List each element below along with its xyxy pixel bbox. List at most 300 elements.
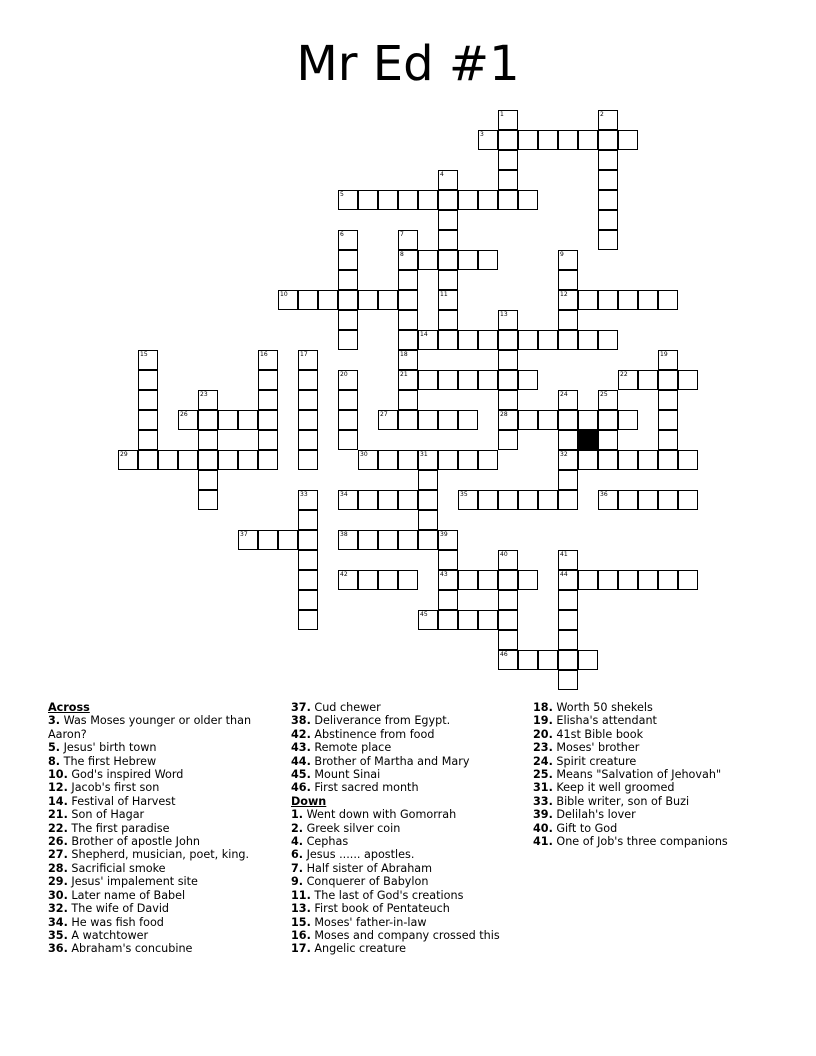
grid-cell[interactable] bbox=[498, 570, 518, 590]
clue-number: 46 bbox=[500, 651, 508, 658]
grid-cell[interactable] bbox=[638, 490, 658, 510]
grid-cell[interactable] bbox=[338, 310, 358, 330]
grid-cell[interactable] bbox=[558, 410, 578, 430]
grid-cell[interactable] bbox=[438, 210, 458, 230]
clue-text: Delilah's lover bbox=[556, 808, 636, 822]
clue-number: 45 bbox=[420, 611, 428, 618]
grid-cell[interactable] bbox=[658, 350, 678, 370]
clue-text: Cephas bbox=[306, 835, 349, 849]
grid-cell[interactable] bbox=[658, 570, 678, 590]
grid-cell[interactable] bbox=[598, 450, 618, 470]
grid-cell[interactable] bbox=[338, 250, 358, 270]
grid-cell[interactable] bbox=[618, 450, 638, 470]
grid-cell[interactable] bbox=[598, 150, 618, 170]
grid-cell[interactable] bbox=[558, 330, 578, 350]
down-clue bbox=[291, 875, 521, 888]
clue-number: 1 bbox=[500, 111, 504, 118]
grid-cell[interactable] bbox=[398, 490, 418, 510]
clue-number: 42. bbox=[291, 727, 311, 741]
grid-cell[interactable] bbox=[438, 530, 458, 550]
grid-cell[interactable] bbox=[298, 390, 318, 410]
grid-cell[interactable] bbox=[498, 130, 518, 150]
grid-cell[interactable] bbox=[598, 390, 618, 410]
down-clue bbox=[533, 795, 793, 808]
grid-cell[interactable] bbox=[358, 570, 378, 590]
grid-cell[interactable] bbox=[258, 410, 278, 430]
grid-cell[interactable] bbox=[598, 190, 618, 210]
grid-cell[interactable] bbox=[458, 610, 478, 630]
grid-cell[interactable] bbox=[498, 550, 518, 570]
grid-cell[interactable] bbox=[298, 570, 318, 590]
clue-number: 25. bbox=[533, 768, 553, 782]
grid-cell[interactable] bbox=[578, 570, 598, 590]
grid-cell[interactable] bbox=[578, 650, 598, 670]
grid-cell[interactable] bbox=[558, 470, 578, 490]
grid-cell[interactable] bbox=[498, 650, 518, 670]
grid-cell[interactable] bbox=[418, 410, 438, 430]
clue-number: 16. bbox=[291, 928, 311, 942]
grid-cell[interactable] bbox=[558, 310, 578, 330]
across-clue bbox=[291, 728, 521, 741]
grid-cell[interactable] bbox=[418, 330, 438, 350]
grid-cell[interactable] bbox=[458, 370, 478, 390]
grid-cell[interactable] bbox=[558, 650, 578, 670]
clue-number: 32. bbox=[48, 902, 68, 916]
clue-text: The first paradise bbox=[71, 821, 170, 835]
grid-cell[interactable] bbox=[338, 230, 358, 250]
grid-cell[interactable] bbox=[398, 310, 418, 330]
clue-number: 33 bbox=[300, 491, 308, 498]
grid-cell[interactable] bbox=[578, 130, 598, 150]
grid-cell[interactable] bbox=[538, 330, 558, 350]
grid-cell[interactable] bbox=[558, 390, 578, 410]
grid-cell[interactable] bbox=[658, 290, 678, 310]
grid-cell[interactable] bbox=[578, 410, 598, 430]
grid-cell[interactable] bbox=[138, 390, 158, 410]
grid-cell[interactable] bbox=[478, 570, 498, 590]
grid-cell[interactable] bbox=[558, 590, 578, 610]
grid-cell[interactable] bbox=[598, 430, 618, 450]
clue-number: 44. bbox=[291, 754, 311, 768]
grid-cell[interactable] bbox=[258, 430, 278, 450]
grid-cell[interactable] bbox=[518, 570, 538, 590]
clue-text: God's inspired Word bbox=[71, 768, 184, 782]
grid-cell[interactable] bbox=[558, 670, 578, 690]
grid-cell[interactable] bbox=[458, 250, 478, 270]
down-clue bbox=[533, 768, 793, 781]
grid-cell[interactable] bbox=[398, 330, 418, 350]
grid-cell[interactable] bbox=[518, 130, 538, 150]
grid-cell[interactable] bbox=[618, 290, 638, 310]
clue-text: The last of God's creations bbox=[314, 888, 464, 902]
grid-cell[interactable] bbox=[298, 490, 318, 510]
grid-cell[interactable] bbox=[538, 410, 558, 430]
grid-cell[interactable] bbox=[198, 490, 218, 510]
grid-cell[interactable] bbox=[598, 130, 618, 150]
clue-text: Abstinence from food bbox=[314, 727, 435, 741]
clue-number: 14 bbox=[420, 331, 428, 338]
grid-cell[interactable] bbox=[478, 610, 498, 630]
grid-cell[interactable] bbox=[458, 330, 478, 350]
grid-cell[interactable] bbox=[338, 570, 358, 590]
grid-cell[interactable] bbox=[218, 410, 238, 430]
clue-text: Son of Hagar bbox=[71, 808, 145, 822]
grid-cell[interactable] bbox=[158, 450, 178, 470]
clue-number: 30 bbox=[360, 451, 368, 458]
grid-cell[interactable] bbox=[618, 370, 638, 390]
clue-number: 28. bbox=[48, 861, 68, 875]
grid-cell[interactable] bbox=[458, 190, 478, 210]
grid-cell[interactable] bbox=[138, 410, 158, 430]
grid-cell[interactable] bbox=[418, 510, 438, 530]
grid-cell[interactable] bbox=[678, 450, 698, 470]
grid-cell[interactable] bbox=[458, 570, 478, 590]
clue-text: Mount Sinai bbox=[314, 768, 381, 782]
grid-cell[interactable] bbox=[418, 250, 438, 270]
grid-cell[interactable] bbox=[398, 250, 418, 270]
clue-text: Moses' brother bbox=[556, 741, 640, 755]
grid-cell[interactable] bbox=[438, 310, 458, 330]
clue-number: 35. bbox=[48, 928, 68, 942]
grid-cell[interactable] bbox=[418, 190, 438, 210]
grid-cell[interactable] bbox=[658, 370, 678, 390]
grid-cell[interactable] bbox=[578, 330, 598, 350]
clue-text: A watchtower bbox=[71, 928, 149, 942]
clue-number: 6. bbox=[291, 848, 304, 862]
grid-cell[interactable] bbox=[538, 130, 558, 150]
clue-number: 36. bbox=[48, 942, 68, 956]
grid-cell[interactable] bbox=[358, 490, 378, 510]
grid-cell[interactable] bbox=[358, 530, 378, 550]
clue-text: Brother of Martha and Mary bbox=[314, 754, 470, 768]
down-clue bbox=[291, 902, 521, 915]
grid-cell[interactable] bbox=[518, 490, 538, 510]
grid-cell[interactable] bbox=[398, 530, 418, 550]
grid-cell[interactable] bbox=[518, 650, 538, 670]
grid-cell[interactable] bbox=[478, 490, 498, 510]
grid-cell[interactable] bbox=[498, 410, 518, 430]
grid-cell[interactable] bbox=[298, 370, 318, 390]
grid-cell[interactable] bbox=[598, 170, 618, 190]
grid-cell[interactable] bbox=[398, 350, 418, 370]
grid-cell[interactable] bbox=[118, 450, 138, 470]
grid-cell[interactable] bbox=[558, 290, 578, 310]
grid-cell[interactable] bbox=[338, 430, 358, 450]
grid-cell[interactable] bbox=[258, 350, 278, 370]
grid-cell[interactable] bbox=[438, 550, 458, 570]
grid-cell[interactable] bbox=[378, 450, 398, 470]
clue-number: 31. bbox=[533, 781, 553, 795]
grid-cell[interactable] bbox=[278, 530, 298, 550]
grid-cell[interactable] bbox=[378, 290, 398, 310]
grid-cell[interactable] bbox=[438, 170, 458, 190]
grid-cell[interactable] bbox=[498, 330, 518, 350]
clue-number: 6 bbox=[340, 231, 344, 238]
grid-cell[interactable] bbox=[418, 610, 438, 630]
grid-cell[interactable] bbox=[618, 410, 638, 430]
clue-number: 13. bbox=[291, 902, 311, 916]
grid-cell[interactable] bbox=[298, 550, 318, 570]
clue-number: 13 bbox=[500, 311, 508, 318]
grid-cell[interactable] bbox=[258, 370, 278, 390]
grid-cell[interactable] bbox=[298, 590, 318, 610]
grid-cell[interactable] bbox=[498, 170, 518, 190]
grid-cell[interactable] bbox=[358, 190, 378, 210]
clue-number: 23 bbox=[200, 391, 208, 398]
grid-cell[interactable] bbox=[598, 290, 618, 310]
grid-cell[interactable] bbox=[478, 190, 498, 210]
grid-cell[interactable] bbox=[338, 190, 358, 210]
across-clue bbox=[48, 808, 278, 821]
clue-number: 43 bbox=[440, 571, 448, 578]
grid-cell[interactable] bbox=[378, 190, 398, 210]
across-clue bbox=[48, 929, 278, 942]
grid-cell[interactable] bbox=[298, 410, 318, 430]
grid-cell[interactable] bbox=[518, 410, 538, 430]
grid-cell[interactable] bbox=[358, 290, 378, 310]
grid-cell[interactable] bbox=[198, 430, 218, 450]
clue-number: 44 bbox=[560, 571, 568, 578]
grid-cell[interactable] bbox=[198, 390, 218, 410]
grid-cell[interactable] bbox=[578, 450, 598, 470]
grid-cell[interactable] bbox=[418, 470, 438, 490]
grid-cell[interactable] bbox=[598, 230, 618, 250]
down-clue bbox=[291, 848, 521, 861]
grid-cell[interactable] bbox=[498, 390, 518, 410]
grid-cell[interactable] bbox=[278, 290, 298, 310]
clue-number: 27 bbox=[380, 411, 388, 418]
grid-cell[interactable] bbox=[298, 290, 318, 310]
grid-cell[interactable] bbox=[598, 490, 618, 510]
grid-cell[interactable] bbox=[198, 450, 218, 470]
grid-cell[interactable] bbox=[498, 150, 518, 170]
grid-cell[interactable] bbox=[558, 490, 578, 510]
grid-cell[interactable] bbox=[418, 490, 438, 510]
clue-text: Bible writer, son of Buzi bbox=[556, 794, 690, 808]
grid-cell[interactable] bbox=[298, 430, 318, 450]
across-clue bbox=[48, 768, 278, 781]
grid-cell[interactable] bbox=[438, 230, 458, 250]
grid-cell[interactable] bbox=[578, 290, 598, 310]
grid-cell[interactable] bbox=[458, 450, 478, 470]
grid-cell[interactable] bbox=[658, 490, 678, 510]
clue-number: 45. bbox=[291, 768, 311, 782]
grid-cell[interactable] bbox=[478, 370, 498, 390]
grid-cell[interactable] bbox=[438, 290, 458, 310]
grid-cell[interactable] bbox=[498, 370, 518, 390]
grid-cell[interactable] bbox=[558, 610, 578, 630]
grid-cell[interactable] bbox=[498, 310, 518, 330]
clue-text: Brother of apostle John bbox=[71, 835, 201, 849]
grid-cell[interactable] bbox=[398, 230, 418, 250]
clue-number: 20. bbox=[533, 727, 553, 741]
grid-cell[interactable] bbox=[498, 630, 518, 650]
grid-cell[interactable] bbox=[518, 190, 538, 210]
across-clue bbox=[48, 755, 278, 768]
grid-cell[interactable] bbox=[198, 410, 218, 430]
grid-cell[interactable] bbox=[518, 370, 538, 390]
grid-cell[interactable] bbox=[658, 390, 678, 410]
grid-cell[interactable] bbox=[258, 530, 278, 550]
grid-cell[interactable] bbox=[598, 330, 618, 350]
grid-cell[interactable] bbox=[318, 290, 338, 310]
grid-cell[interactable] bbox=[398, 570, 418, 590]
grid-cell[interactable] bbox=[338, 410, 358, 430]
grid-cell[interactable] bbox=[498, 350, 518, 370]
clue-text: Elisha's attendant bbox=[556, 714, 657, 728]
grid-cell[interactable] bbox=[418, 450, 438, 470]
grid-cell[interactable] bbox=[618, 570, 638, 590]
grid-cell[interactable] bbox=[498, 490, 518, 510]
grid-cell[interactable] bbox=[498, 430, 518, 450]
grid-cell[interactable] bbox=[458, 490, 478, 510]
grid-cell[interactable] bbox=[418, 530, 438, 550]
grid-cell[interactable] bbox=[438, 610, 458, 630]
clue-text: Remote place bbox=[314, 741, 392, 755]
clue-text: First sacred month bbox=[314, 781, 419, 795]
across-clue bbox=[48, 916, 278, 929]
grid-cell[interactable] bbox=[558, 570, 578, 590]
grid-cell[interactable] bbox=[378, 410, 398, 430]
grid-cell[interactable] bbox=[178, 450, 198, 470]
clue-number: 17 bbox=[300, 351, 308, 358]
grid-cell[interactable] bbox=[658, 430, 678, 450]
clue-number: 26 bbox=[180, 411, 188, 418]
grid-cell[interactable] bbox=[438, 270, 458, 290]
clue-text: Means "Salvation of Jehovah" bbox=[556, 768, 722, 782]
grid-cell[interactable] bbox=[198, 470, 218, 490]
grid-cell[interactable] bbox=[418, 370, 438, 390]
clue-text: Moses' father-in-law bbox=[314, 915, 427, 929]
grid-cell[interactable] bbox=[678, 370, 698, 390]
grid-cell[interactable] bbox=[338, 290, 358, 310]
grid-cell[interactable] bbox=[398, 410, 418, 430]
grid-cell[interactable] bbox=[338, 330, 358, 350]
grid-cell[interactable] bbox=[678, 490, 698, 510]
grid-cell[interactable] bbox=[258, 450, 278, 470]
grid-cell[interactable] bbox=[478, 130, 498, 150]
grid-cell[interactable] bbox=[678, 570, 698, 590]
clue-number: 41. bbox=[533, 835, 553, 849]
grid-cell[interactable] bbox=[138, 430, 158, 450]
grid-cell[interactable] bbox=[598, 570, 618, 590]
grid-cell[interactable] bbox=[238, 530, 258, 550]
clue-number: 39. bbox=[533, 808, 553, 822]
grid-cell[interactable] bbox=[138, 350, 158, 370]
grid-cell[interactable] bbox=[478, 330, 498, 350]
grid-cell[interactable] bbox=[238, 450, 258, 470]
grid-cell[interactable] bbox=[398, 270, 418, 290]
across-clue bbox=[48, 862, 278, 875]
grid-cell[interactable] bbox=[138, 370, 158, 390]
grid-cell[interactable] bbox=[338, 370, 358, 390]
grid-cell[interactable] bbox=[398, 190, 418, 210]
grid-cell[interactable] bbox=[558, 550, 578, 570]
clue-text: Shepherd, musician, poet, king. bbox=[71, 848, 250, 862]
grid-cell[interactable] bbox=[438, 450, 458, 470]
grid-cell[interactable] bbox=[538, 490, 558, 510]
grid-cell[interactable] bbox=[638, 290, 658, 310]
grid-cell[interactable] bbox=[398, 390, 418, 410]
across-clue bbox=[291, 781, 521, 794]
clue-number: 7 bbox=[400, 231, 404, 238]
grid-cell[interactable] bbox=[298, 350, 318, 370]
clue-number: 18. bbox=[533, 701, 553, 714]
grid-cell[interactable] bbox=[498, 190, 518, 210]
grid-cell[interactable] bbox=[598, 410, 618, 430]
grid-cell[interactable] bbox=[558, 450, 578, 470]
grid-cell[interactable] bbox=[558, 270, 578, 290]
grid-cell[interactable] bbox=[398, 290, 418, 310]
grid-cell[interactable] bbox=[298, 450, 318, 470]
grid-cell[interactable] bbox=[498, 610, 518, 630]
grid-cell[interactable] bbox=[638, 570, 658, 590]
across-clue bbox=[48, 875, 278, 888]
grid-cell[interactable] bbox=[478, 450, 498, 470]
grid-cell[interactable] bbox=[458, 410, 478, 430]
grid-cell[interactable] bbox=[618, 130, 638, 150]
grid-cell[interactable] bbox=[618, 490, 638, 510]
grid-cell[interactable] bbox=[138, 450, 158, 470]
grid-cell[interactable] bbox=[338, 270, 358, 290]
across-clue bbox=[48, 741, 278, 754]
grid-cell[interactable] bbox=[518, 330, 538, 350]
grid-cell[interactable] bbox=[638, 450, 658, 470]
grid-cell[interactable] bbox=[538, 650, 558, 670]
grid-cell[interactable] bbox=[338, 530, 358, 550]
grid-cell[interactable] bbox=[438, 570, 458, 590]
grid-cell[interactable] bbox=[338, 490, 358, 510]
grid-cell[interactable] bbox=[258, 390, 278, 410]
grid-cell[interactable] bbox=[658, 450, 678, 470]
grid-cell[interactable] bbox=[378, 570, 398, 590]
grid-cell[interactable] bbox=[338, 390, 358, 410]
grid-cell[interactable] bbox=[358, 450, 378, 470]
grid-cell[interactable] bbox=[298, 530, 318, 550]
grid-cell[interactable] bbox=[298, 610, 318, 630]
grid-cell[interactable] bbox=[438, 590, 458, 610]
grid-cell[interactable] bbox=[558, 130, 578, 150]
clue-number: 34. bbox=[48, 915, 68, 929]
clue-number: 34 bbox=[340, 491, 348, 498]
grid-cell[interactable] bbox=[438, 330, 458, 350]
grid-cell[interactable] bbox=[378, 530, 398, 550]
grid-cell[interactable] bbox=[658, 410, 678, 430]
clue-number: 9 bbox=[560, 251, 564, 258]
grid-cell[interactable] bbox=[558, 430, 578, 450]
grid-cell[interactable] bbox=[598, 110, 618, 130]
grid-cell[interactable] bbox=[638, 370, 658, 390]
grid-cell[interactable] bbox=[398, 370, 418, 390]
grid-cell[interactable] bbox=[558, 250, 578, 270]
clue-number: 23. bbox=[533, 741, 553, 755]
grid-cell[interactable] bbox=[218, 450, 238, 470]
grid-cell[interactable] bbox=[438, 190, 458, 210]
grid-cell[interactable] bbox=[178, 410, 198, 430]
grid-cell[interactable] bbox=[598, 210, 618, 230]
grid-cell[interactable] bbox=[378, 490, 398, 510]
grid-cell[interactable] bbox=[498, 110, 518, 130]
grid-cell[interactable] bbox=[498, 590, 518, 610]
grid-cell[interactable] bbox=[438, 410, 458, 430]
grid-cell[interactable] bbox=[558, 630, 578, 650]
grid-cell[interactable] bbox=[478, 250, 498, 270]
grid-cell[interactable] bbox=[438, 250, 458, 270]
grid-cell[interactable] bbox=[438, 370, 458, 390]
grid-cell[interactable] bbox=[238, 410, 258, 430]
grid-cell[interactable] bbox=[298, 510, 318, 530]
grid-cell[interactable] bbox=[398, 450, 418, 470]
